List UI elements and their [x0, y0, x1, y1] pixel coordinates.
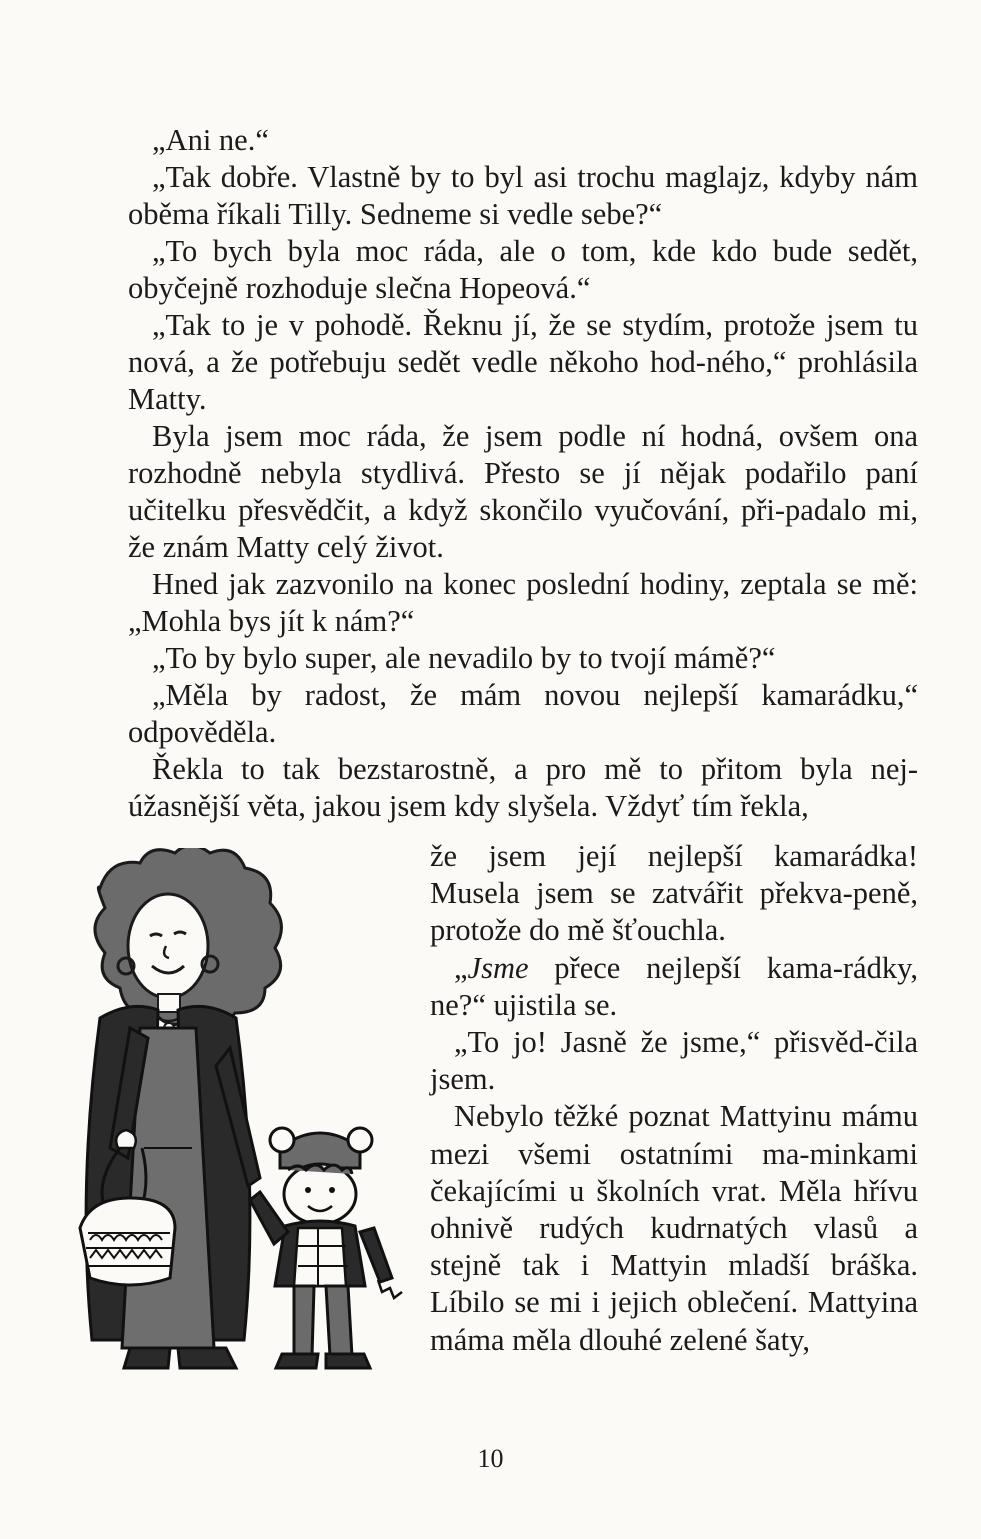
- paragraph: že jsem její nejlepší kamarádka! Musela jsem se zatvářit překva-peně, protože do mě šťouchla.: [430, 839, 918, 948]
- paragraph: „To by bylo super, ale nevadilo by to tvojí mámě?“: [152, 641, 776, 675]
- paragraph: „Ani ne.“: [152, 123, 269, 157]
- paragraph: „Měla by radost, že mám novou nejlepší kamarádku,“ odpověděla.: [128, 678, 918, 749]
- paragraph: [430, 950, 918, 1024]
- paragraph-rest: přece nejlepší kama-rádky, ne?“ ujistila se.: [430, 950, 918, 1022]
- paragraph: Byla jsem moc ráda, že jsem podle ní hodná, ovšem ona rozhodně nebyla stydlivá. Přesto se jí nějak podařilo paní učitelku přesvědčit, a když skončilo vyučování, při-padalo mi, že znám Matty celý život.: [128, 419, 918, 564]
- paragraph: „Tak to je v pohodě. Řeknu jí, že se stydím, protože jsem tu nová, a že potřebuju sedět vedle někoho hod-ného,“ prohlásila Matty.: [128, 308, 918, 416]
- paragraph: „To bych byla moc ráda, ale o tom, kde kdo bude sedět, obyčejně rozhoduje slečna Hopeová.“: [128, 234, 918, 305]
- paragraph: Nebylo těžké poznat Mattyinu mámu mezi všemi ostatními ma-minkami čekajícími u školních vrat. Měla hřívu ohnivě rudých kudrnatých vlasů a stejně tak i Mattyin mladší bráška. Líbilo se mi i jejich oblečení. Mattyina máma měla dlouhé zelené šaty,: [430, 1099, 918, 1357]
- open-quote: „: [454, 950, 468, 985]
- page-number: 10: [477, 1444, 504, 1473]
- paragraph: „Tak dobře. Vlastně by to byl asi trochu maglajz, kdyby nám oběma říkali Tilly. Sedneme si vedle sebe?“: [128, 160, 918, 231]
- italic-word: Jsme: [467, 950, 529, 985]
- right-column-text: [430, 838, 918, 1359]
- paragraph: Hned jak zazvonilo na konec poslední hodiny, zeptala se mě: „Mohla bys jít k nám?“: [128, 567, 918, 638]
- paragraph: „To jo! Jasně že jsme,“ přisvěd-čila jsem.: [430, 1025, 918, 1097]
- main-text: [128, 122, 918, 825]
- paragraph: Řekla to tak bezstarostně, a pro mě to přitom byla nej-úžasnější věta, jakou jsem kdy slyšela. Vždyť tím řekla,: [128, 752, 918, 823]
- mother-and-child-drawing-icon: [60, 848, 420, 1388]
